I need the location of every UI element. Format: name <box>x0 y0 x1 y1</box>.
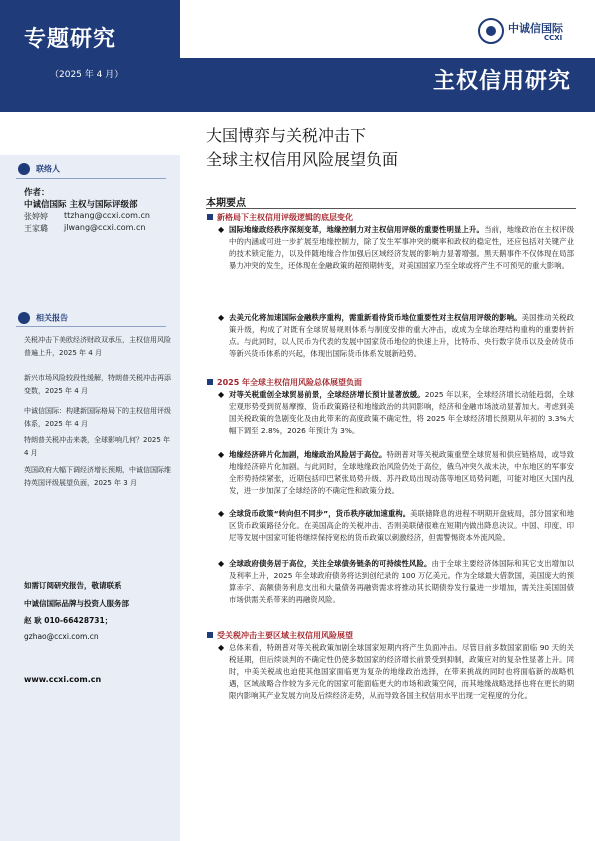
related-report-link[interactable]: 中诚信国际：构建新国际格局下的主权信用评级体系，2025 年 4 月 <box>24 407 171 428</box>
logo-en: CCXI <box>544 34 563 42</box>
related-report-link[interactable]: 新兴市场风险较段性缓解，特朗普关税冲击再添变数，2025 年 4 月 <box>24 374 171 395</box>
contact-email[interactable]: gzhao@ccxi.com.cn <box>24 632 99 641</box>
related-label <box>18 312 68 324</box>
section-title: 本期要点 <box>206 198 246 209</box>
sidebar <box>0 155 180 841</box>
subheading-text: 新格局下主权信用评级逻辑的底层变化 <box>217 213 353 222</box>
website-link[interactable]: www.ccxi.com.cn <box>24 675 102 684</box>
paragraph-body: 美国推动关税政策升级，构成了对既有全球贸易规则体系与制度安排的重大冲击，或成为全球治理结构重构的重要转折点。与此同时，以人民币为代表的发展中国家货币地位的快速上升，比特币、央行数字货币以及金砖货币等新兴货币体系的兴起，体现出国际货币体系发展新趋势。 <box>229 313 574 358</box>
author-name: 王家璐 <box>24 224 48 233</box>
paragraph-lead: 全球货币政策“转向但不同步”，货币秩序破加速重构。 <box>229 509 411 518</box>
diamond-bullet-icon: ◆ <box>218 225 225 234</box>
diamond-bullet-icon: ◆ <box>218 559 225 568</box>
paragraph-lead: 去美元化将加速国际金融秩序重构，需重新看待货币地位重要性对主权信用评级的影响。 <box>229 313 522 322</box>
header-right-band <box>180 58 595 112</box>
square-bullet-icon <box>207 632 213 638</box>
bullet-paragraph <box>218 642 574 702</box>
related-report-link[interactable]: 关税冲击下美欧经济财政双承压，主权信用风险普遍上升，2025 年 4 月 <box>24 336 171 357</box>
paragraph-body: 由于全球主要经济体国际和其它支出增加以及利率上升，2025 年全球政府债务将达到创纪录的 100 万亿美元。作为全球最大借款国，美国庞大的预算赤字、高额债务利息支出和大量债务再融资需求将推动其长期债券发行量进一步增加，需关注美国国债市场供需关系带来的再融资风险。 <box>229 559 574 604</box>
subscribe-dept: 中诚信国际品牌与投资人服务部 <box>24 599 129 608</box>
report-title-line2: 全球主权信用风险展望负面 <box>206 150 399 169</box>
section-divider <box>206 208 576 209</box>
diamond-bullet-icon: ◆ <box>218 643 225 652</box>
paragraph-lead: 全球政府债务居于高位，关注全球债务链条的可持续性风险。 <box>229 559 432 568</box>
contact-label <box>18 163 60 175</box>
diamond-bullet-icon: ◆ <box>218 509 225 518</box>
author-email[interactable]: ttzhang@ccxi.com.cn <box>64 211 150 220</box>
subscribe-line: 如需订阅研究报告，敬请联系 <box>24 581 122 590</box>
contact-label-text: 联络人 <box>36 164 60 174</box>
square-bullet-icon <box>207 214 213 220</box>
bullet-paragraph <box>218 449 574 497</box>
subheading <box>217 630 353 641</box>
author-row <box>24 223 146 234</box>
subheading <box>217 212 353 223</box>
diamond-bullet-icon: ◆ <box>218 390 225 399</box>
author-heading: 作者： <box>24 188 50 198</box>
bullet-paragraph <box>218 508 574 544</box>
author-row <box>24 211 150 222</box>
sidebar-divider <box>16 326 166 327</box>
diamond-bullet-icon: ◆ <box>218 313 225 322</box>
bullet-paragraph <box>218 224 574 272</box>
sidebar-divider <box>16 178 166 179</box>
paragraph-lead: 对等关税重创全球贸易前景，全球经济增长预计显著放缓。 <box>229 390 425 399</box>
paragraph-body: 当前，地缘政治在主权评级中的内涵或可进一步扩展至地缘控制力，除了发生军事冲突的概率和政权的稳定性，还应包括对关键产业的技术锁定能力，以及伴随地缘合作加强后区域经济发展的影响力显著增强。黑天鹅事件不仅体现在局部暴力冲突的发生，还体现在金融政策的超预期转变，对美国国家乃至全球或将产生不可预见的重大影响。 <box>229 225 574 270</box>
related-label-text: 相关报告 <box>36 313 68 323</box>
contact-icon <box>18 163 30 175</box>
bullet-paragraph <box>218 558 574 606</box>
bullet-paragraph <box>218 312 574 360</box>
paragraph-lead: 国际地缘政经秩序深刻变革，地缘控制力对主权信用评级的重要性明显上升。 <box>229 225 485 234</box>
logo-name: 中诚信国际 <box>508 22 563 35</box>
square-bullet-icon <box>207 379 213 385</box>
logo-mark-icon <box>478 18 504 44</box>
paragraph-body: 特朗普对等关税政策重塑全球贸易和供应链格局，或导致地缘经济碎片化加剧。与此同时，全球地缘政治风险仍处于高位，俄乌冲突久战未决，中东地区的军事安全形势持续紧张，近期包括印巴紧张局势升级、苏丹政局出现动荡等地区局势问题，可能对地区大国内乱发，进一步加深了全球经济的不确定性和政策分歧。 <box>229 450 574 495</box>
related-report-link[interactable]: 特朗普关税冲击来袭，全球影响几何？2025 年 4 月 <box>24 436 171 457</box>
paragraph-body: 2025 年以来，全球经济增长动能趋弱，全球宏观形势受到贸易摩擦、货币政策路径和地缘政治的共同影响，经济和金融市场波动显著加大。考虑到美国关税政策的急剧变化及由此带来的高度政策不确定性，将 2025 年全球经济增长预期从年初的 3.3%大幅下调至 2.8%，2026 年预计为 3%。 <box>229 390 574 435</box>
paragraph-body: 美联储降息的进程不明期开盘疲局，部分国家和地区货币政策路径分化。在美国高企的关税冲击、否则美联储很难在短期内做出降息决议。中国、印度、印尼等发展中国家可能将继续保持宽松的货币政策以刺激经济，但需警惕资本外流风险。 <box>229 509 574 542</box>
related-report-link[interactable]: 英国政府大幅下调经济增长预期，中诚信国际维持英国评级展望负面，2025 年 3 月 <box>24 466 171 487</box>
section-label: 专题研究 <box>24 27 117 52</box>
subheading-text: 受关税冲击主要区域主权信用风险展望 <box>217 631 353 640</box>
subheading-text: 2025 年全球主权信用风险总体展望负面 <box>217 378 363 387</box>
author-org: 中诚信国际 主权与国际评级部 <box>24 200 138 210</box>
bullet-paragraph <box>218 389 574 437</box>
author-name: 张婷婷 <box>24 212 48 221</box>
paragraph-lead: 地缘经济碎片化加剧，地缘政治风险居于高位。 <box>229 450 387 459</box>
diamond-bullet-icon: ◆ <box>218 450 225 459</box>
ccxi-logo <box>478 18 578 44</box>
paragraph-body: 总体来看，特朗普对等关税政策加剧全球国家短期内将产生负面冲击。尽管目前多数国家面临 90 天的关税延期，但后续谈判的不确定性仍使多数国家的经济增长前景受到抑制，政策应对的复杂性显著上升。同时，中美关税战也迫使其他国家面临更为复杂的地缘政治选择，在带来挑战的同时也将面临新的战略机遇，区域战略合作较为多元化的国家可能面临更大的市场和政策空间，而其地缘战略选择也将在更长的期限内影响其产业发展方向及后续经济走势，从而导致各国主权信用水平出现一定程度的分化。 <box>229 643 574 700</box>
report-icon <box>18 312 30 324</box>
series-title: 主权信用研究 <box>432 69 571 94</box>
subheading <box>217 377 362 388</box>
contact-person: 赵 耿 010-66428731； <box>24 616 113 625</box>
report-date: （2025 年 4 月） <box>50 70 124 80</box>
report-title-line1: 大国博弈与关税冲击下 <box>206 126 367 145</box>
header-left-band <box>0 0 180 112</box>
report-header <box>0 0 595 112</box>
author-email[interactable]: jlwang@ccxi.com.cn <box>64 223 146 232</box>
